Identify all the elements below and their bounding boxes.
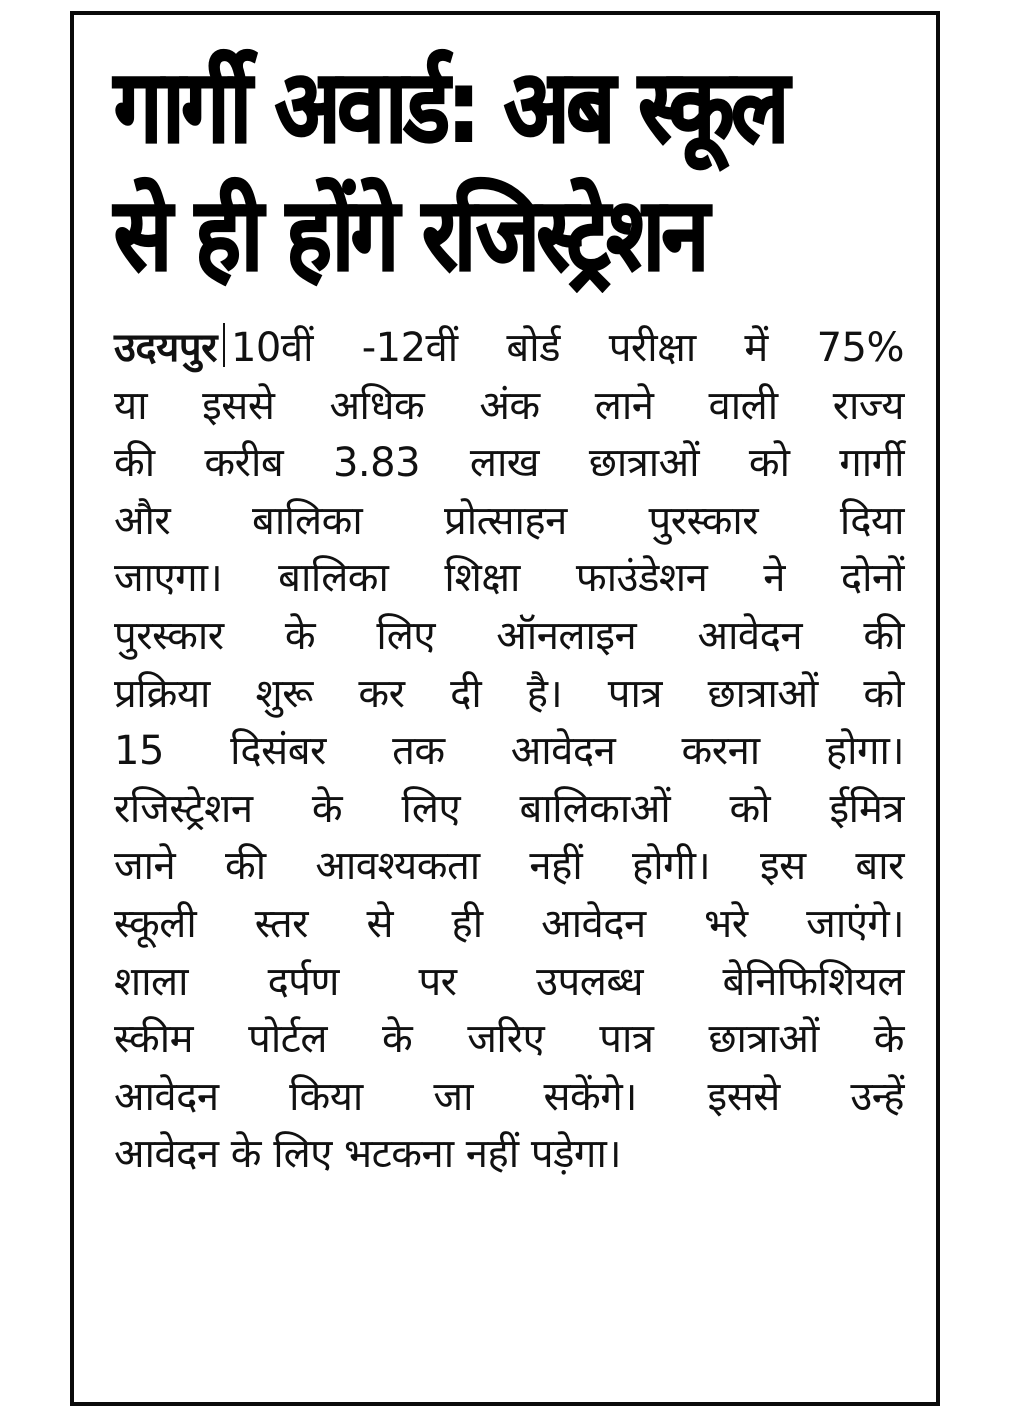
- headline-line-2: से ही होंगे रजिस्ट्रेशन: [114, 176, 706, 293]
- body-line: और बालिका प्रोत्साहन पुरस्कार दिया: [114, 497, 904, 544]
- dateline-separator: [223, 323, 225, 367]
- body-line: स्कीम पोर्टल के जरिए पात्र छात्राओं के: [114, 1016, 904, 1063]
- article-body: [114, 320, 904, 1184]
- body-line: [114, 320, 904, 378]
- body-line: की करीब 3.83 लाख छात्राओं को गार्गी: [114, 440, 904, 487]
- body-line: रजिस्ट्रेशन के लिए बालिकाओं को ईमित्र: [114, 785, 904, 832]
- body-line: जाने की आवश्यकता नहीं होगी। इस बार: [114, 843, 904, 890]
- body-line: आवेदन किया जा सकेंगे। इससे उन्हें: [114, 1073, 904, 1120]
- body-line: पुरस्कार के लिए ऑनलाइन आवेदन की: [114, 612, 904, 659]
- dateline: उदयपुर: [114, 325, 217, 371]
- body-line: प्रक्रिया शुरू कर दी है। पात्र छात्राओं को: [114, 670, 904, 717]
- news-clipping: [70, 11, 940, 1406]
- body-line: 15 दिसंबर तक आवेदन करना होगा।: [114, 728, 904, 775]
- body-line: शाला दर्पण पर उपलब्ध बेनिफिशियल: [114, 958, 904, 1005]
- headline-line-1: गार्गी अवार्ड: अब स्कूल: [114, 48, 786, 165]
- body-line-text: 10वीं -12वीं बोर्ड परीक्षा में 75%: [230, 325, 904, 371]
- body-line: जाएगा। बालिका शिक्षा फाउंडेशन ने दोनों: [114, 555, 904, 602]
- body-line: स्कूली स्तर से ही आवेदन भरे जाएंगे।: [114, 900, 904, 947]
- body-line: या इससे अधिक अंक लाने वाली राज्य: [114, 382, 904, 429]
- body-line: आवेदन के लिए भटकना नहीं पड़ेगा।: [114, 1131, 621, 1178]
- headline: [114, 43, 802, 299]
